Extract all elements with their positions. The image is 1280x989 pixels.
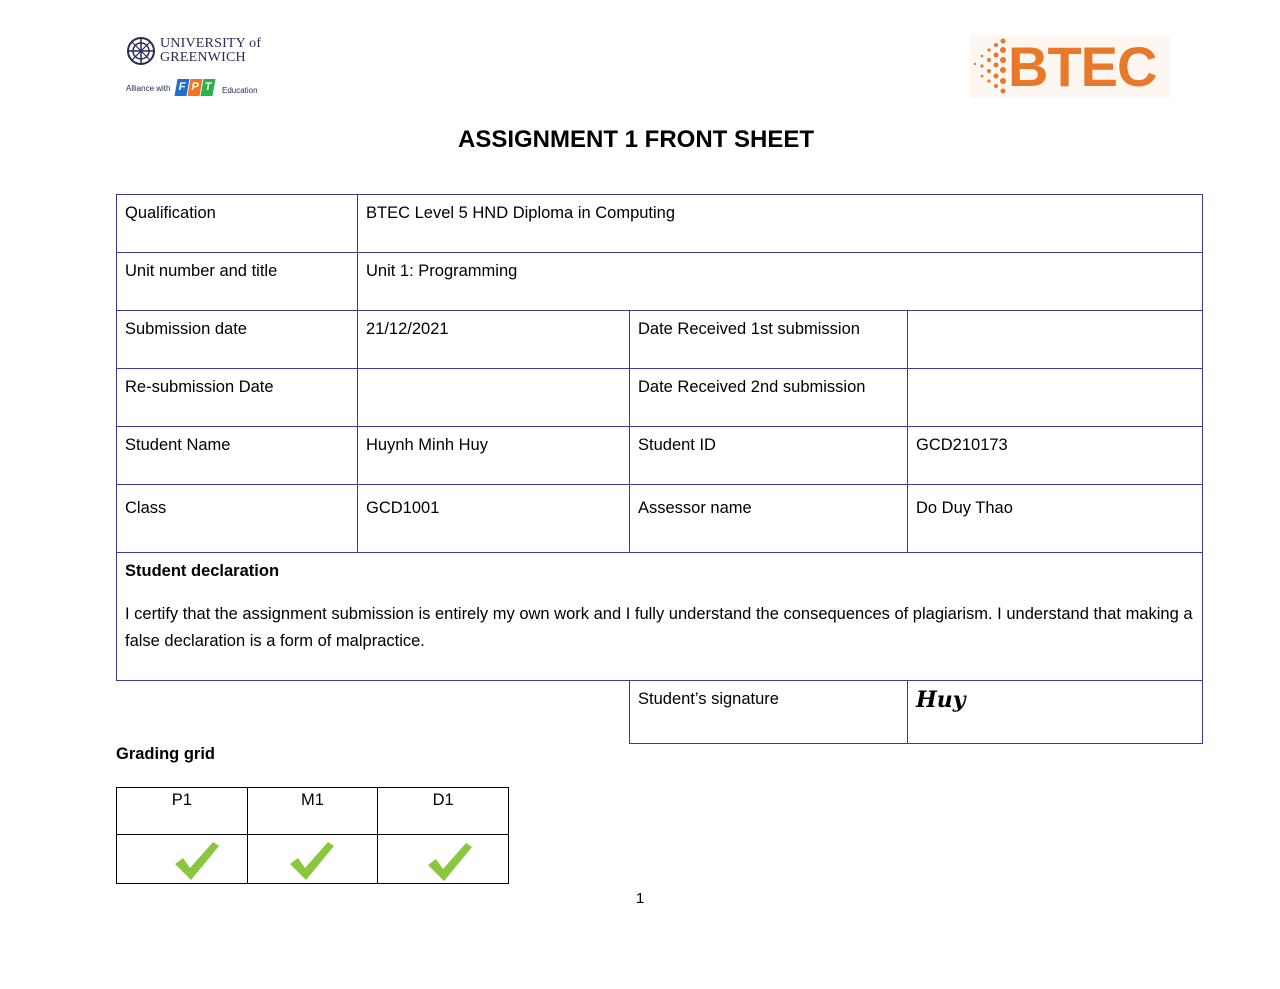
signature-cell (908, 681, 1203, 744)
btec-dots-icon (970, 36, 1010, 98)
grade-mark-m1 (247, 835, 378, 884)
page-number: 1 (635, 890, 645, 907)
signature-row (117, 681, 1203, 744)
student-id-value: GCD210173 (908, 427, 1203, 485)
unit-label: Unit number and title (117, 253, 358, 311)
university-name-line2: GREENWICH (160, 50, 246, 65)
btec-logo (970, 36, 1170, 98)
submission-row (117, 311, 1203, 369)
date-received-2-label: Date Received 2nd submission (630, 369, 908, 427)
student-row (117, 427, 1203, 485)
fpt-logo (176, 79, 215, 96)
unit-row (117, 253, 1203, 311)
declaration-text: I certify that the assignment submission is entirely my own work and I fully understand the consequences of plagiarism. I understand that making a false declaration is a form of malpractice. (125, 605, 1193, 650)
grade-mark-p1 (117, 835, 248, 884)
grading-grid (116, 787, 509, 884)
page-title: ASSIGNMENT 1 FRONT SHEET (457, 126, 815, 153)
declaration-cell (117, 553, 1203, 681)
grading-marks-row (117, 835, 509, 884)
date-received-1-label: Date Received 1st submission (630, 311, 908, 369)
grading-grid-heading: Grading grid (116, 745, 215, 763)
fpt-letter-t: T (201, 79, 216, 96)
front-sheet-table (116, 194, 1203, 744)
student-name-value: Huynh Minh Huy (358, 427, 630, 485)
declaration-heading: Student declaration (125, 562, 280, 580)
student-id-label: Student ID (630, 427, 908, 485)
grade-header-d1: D1 (378, 788, 509, 835)
student-name-label: Student Name (117, 427, 358, 485)
education-text: Education (222, 86, 258, 95)
check-icon (426, 839, 474, 883)
unit-value: Unit 1: Programming (358, 253, 1203, 311)
university-name-line1: UNIVERSITY of (160, 36, 262, 51)
grading-header-row (117, 788, 509, 835)
date-received-2-value (908, 369, 1203, 427)
resubmission-date-value (358, 369, 630, 427)
check-icon (173, 838, 221, 882)
grade-header-m1: M1 (247, 788, 378, 835)
check-icon (288, 838, 336, 882)
resubmission-row (117, 369, 1203, 427)
qualification-label: Qualification (117, 195, 358, 253)
qualification-value: BTEC Level 5 HND Diploma in Computing (358, 195, 1203, 253)
fpt-letter-f: F (175, 79, 190, 96)
fpt-letter-p: P (188, 79, 203, 96)
submission-date-label: Submission date (117, 311, 358, 369)
declaration-row (117, 553, 1203, 681)
class-row (117, 485, 1203, 553)
assessor-value: Do Duy Thao (908, 485, 1203, 553)
signature-label: Student’s signature (630, 681, 908, 744)
student-signature: Huy (916, 687, 966, 713)
class-label: Class (117, 485, 358, 553)
btec-wordmark: BTEC (1008, 35, 1157, 98)
date-received-1-value (908, 311, 1203, 369)
class-value: GCD1001 (358, 485, 630, 553)
signature-spacer (117, 681, 630, 744)
university-logo (124, 34, 264, 104)
resubmission-date-label: Re-submission Date (117, 369, 358, 427)
university-crest-icon (126, 36, 156, 66)
submission-date-value: 21/12/2021 (358, 311, 630, 369)
alliance-text: Alliance with (126, 84, 171, 93)
qualification-row (117, 195, 1203, 253)
grade-mark-d1 (378, 835, 509, 884)
grade-header-p1: P1 (117, 788, 248, 835)
assessor-label: Assessor name (630, 485, 908, 553)
